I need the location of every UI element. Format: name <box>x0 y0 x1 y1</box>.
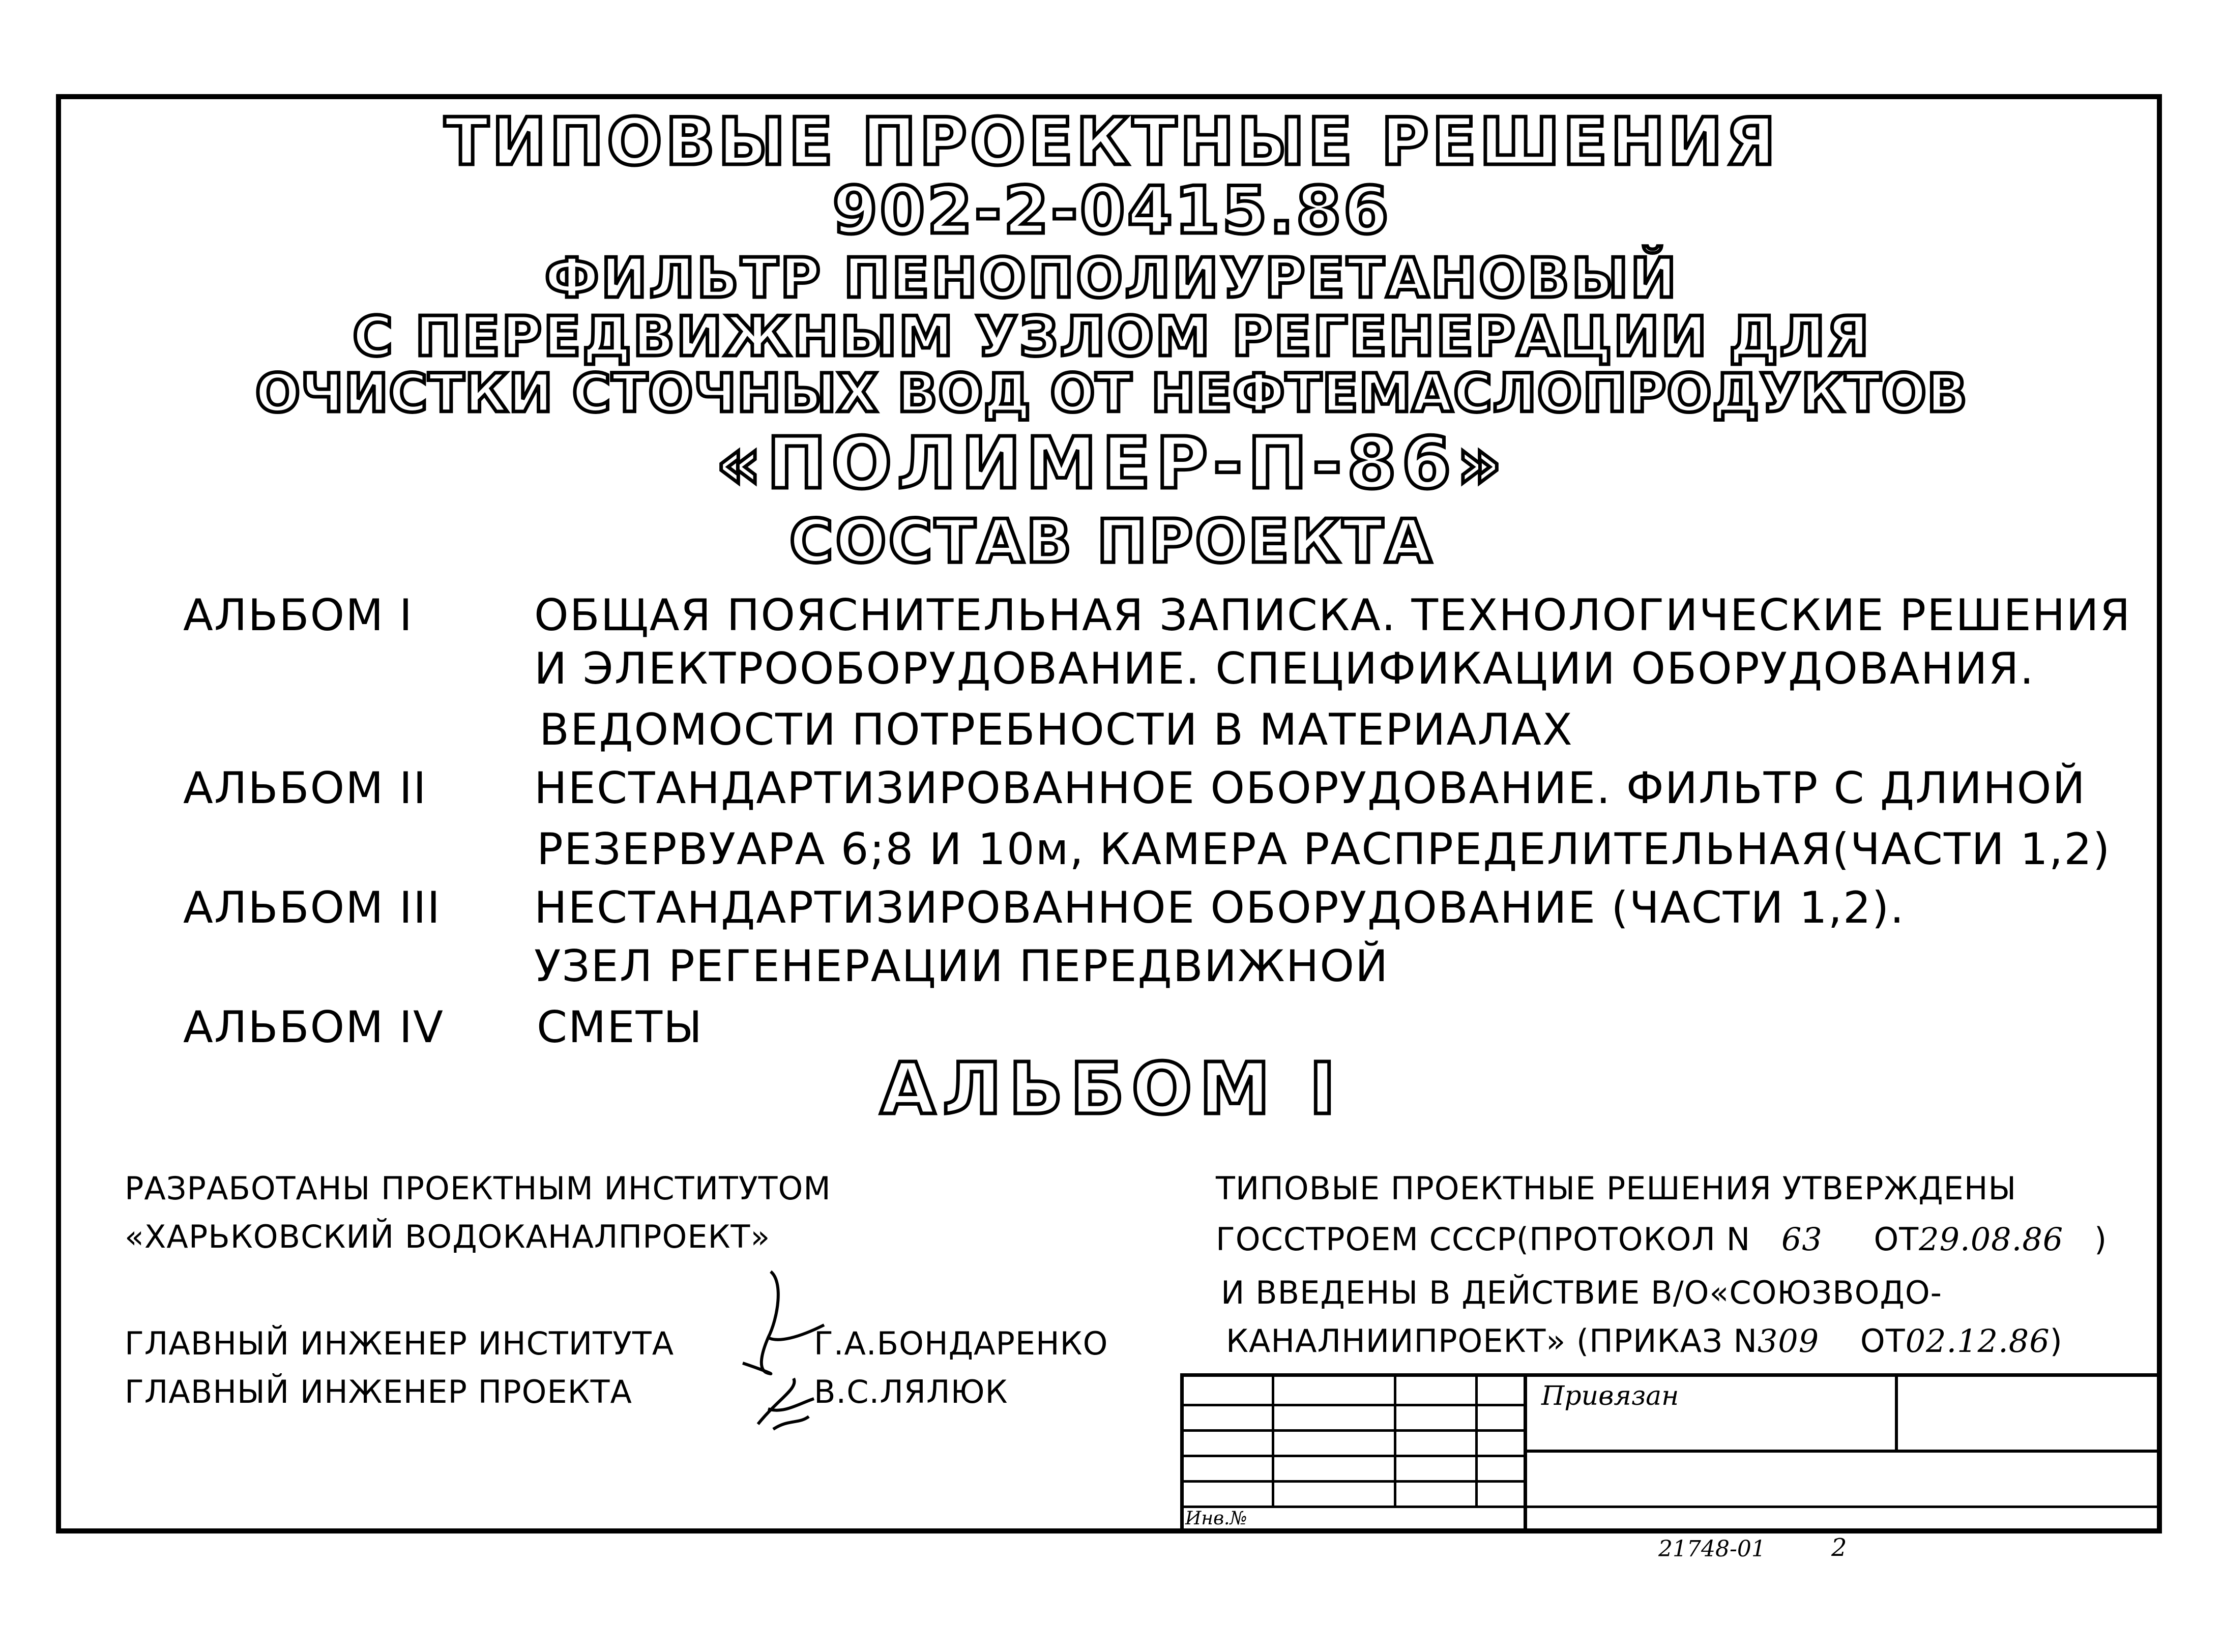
album-4-line-1: СМЕТЫ <box>537 1002 703 1053</box>
album-title: АЛЬБОМ I <box>880 1048 1343 1131</box>
order-number: 309 <box>1757 1322 1820 1360</box>
order-date: 02.12.86 <box>1905 1322 2050 1360</box>
approval-line-3: И ВВЕДЕНЫ В ДЕЙСТВИЕ В/О«СОЮЗВОДО- <box>1221 1274 1943 1311</box>
developer-line-1: РАЗРАБОТАНЫ ПРОЕКТНЫМ ИНСТИТУТОМ <box>125 1170 831 1207</box>
composition-heading: СОСТАВ ПРОЕКТА <box>789 506 1434 576</box>
album-1-line-1: ОБЩАЯ ПОЯСНИТЕЛЬНАЯ ЗАПИСКА. ТЕХНОЛОГИЧЕСКИЕ РЕШЕНИЯ <box>534 590 2131 641</box>
album-2-line-2: РЕЗЕРВУАРА 6;8 И 10м, КАМЕРА РАСПРЕДЕЛИТЕЛЬНАЯ(ЧАСТИ 1,2) <box>537 824 2111 875</box>
product-name: «ПОЛИМЕР-П-86» <box>715 422 1508 505</box>
header-subtitle-1: ФИЛЬТР ПЕНОПОЛИУРЕТАНОВЫЙ <box>544 247 1679 310</box>
album-2-label: АЛЬБОМ II <box>183 763 427 814</box>
chief-institute-name: Г.А.БОНДАРЕНКО <box>814 1325 1108 1362</box>
document-code: 21748-01 <box>1658 1536 1766 1562</box>
header-subtitle-3: ОЧИСТКИ СТОЧНЫХ ВОД ОТ НЕФТЕМАСЛОПРОДУКТОВ <box>255 362 1968 424</box>
signature-lyalyuk <box>738 1368 839 1444</box>
page-number: 2 <box>1831 1533 1847 1562</box>
stamp-inv-no: Инв.№ <box>1185 1508 1247 1529</box>
project-number: 902-2-0415.86 <box>832 173 1391 249</box>
album-1-line-3: ВЕДОМОСТИ ПОТРЕБНОСТИ В МАТЕРИАЛАХ <box>539 704 1573 755</box>
chief-institute-label: ГЛАВНЫЙ ИНЖЕНЕР ИНСТИТУТА <box>125 1325 675 1362</box>
header-title: ТИПОВЫЕ ПРОЕКТНЫЕ РЕШЕНИЯ <box>444 104 1779 180</box>
approval-line-4: КАНАЛНИИПРОЕКТ» (ПРИКАЗ N309 ОТ02.12.86) <box>1226 1322 2063 1360</box>
approval-line-2: ГОССТРОЕМ СССР(ПРОТОКОЛ N 63 ОТ29.08.86 ) <box>1216 1221 2108 1258</box>
chief-project-name: В.С.ЛЯЛЮК <box>814 1373 1008 1410</box>
protocol-date: 29.08.86 <box>1919 1221 2064 1258</box>
album-1-label: АЛЬБОМ I <box>183 590 414 641</box>
stamp-privyazan: Привязан <box>1541 1381 1679 1411</box>
album-2-line-1: НЕСТАНДАРТИЗИРОВАННОЕ ОБОРУДОВАНИЕ. ФИЛЬТР С ДЛИНОЙ <box>534 763 2086 814</box>
developer-line-2: «ХАРЬКОВСКИЙ ВОДОКАНАЛПРОЕКТ» <box>125 1218 771 1255</box>
album-3-line-2: УЗЕЛ РЕГЕНЕРАЦИИ ПЕРЕДВИЖНОЙ <box>534 941 1389 992</box>
album-3-label: АЛЬБОМ III <box>183 882 441 933</box>
chief-project-label: ГЛАВНЫЙ ИНЖЕНЕР ПРОЕКТА <box>125 1373 632 1410</box>
album-4-label: АЛЬБОМ IV <box>183 1002 444 1053</box>
album-1-line-2: И ЭЛЕКТРООБОРУДОВАНИЕ. СПЕЦИФИКАЦИИ ОБОРУДОВАНИЯ. <box>534 643 2035 694</box>
approval-line-1: ТИПОВЫЕ ПРОЕКТНЫЕ РЕШЕНИЯ УТВЕРЖДЕНЫ <box>1216 1170 2017 1207</box>
album-3-line-1: НЕСТАНДАРТИЗИРОВАННОЕ ОБОРУДОВАНИЕ (ЧАСТИ 1,2). <box>534 882 1905 933</box>
header-subtitle-2: С ПЕРЕДВИЖНЫМ УЗЛОМ РЕГЕНЕРАЦИИ ДЛЯ <box>352 305 1871 369</box>
protocol-number: 63 <box>1781 1221 1823 1258</box>
